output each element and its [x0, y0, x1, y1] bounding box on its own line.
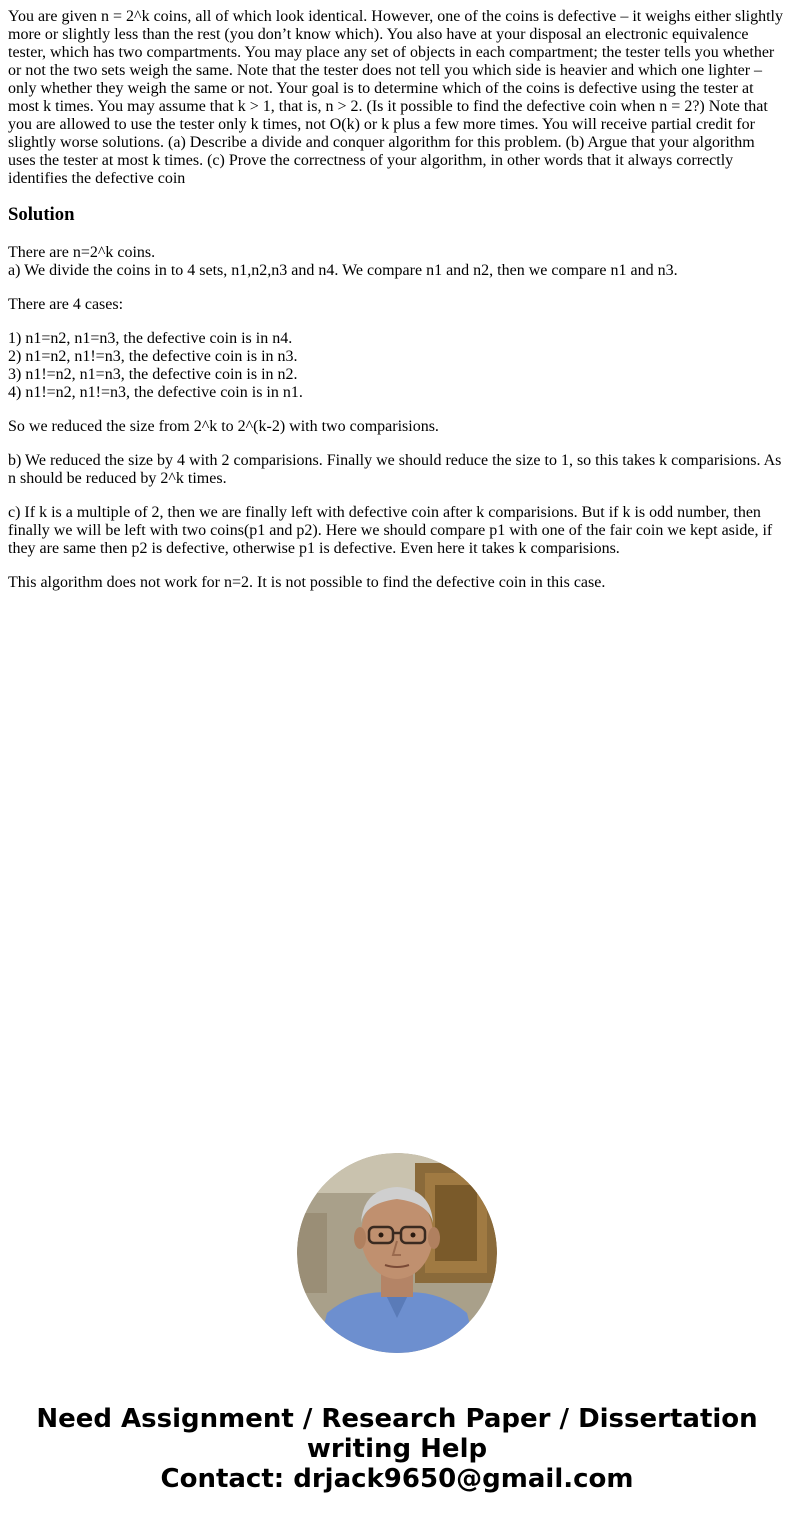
cases-heading: There are 4 cases: [8, 296, 124, 313]
case-item: 1) n1=n2, n1=n3, the defective coin is in n4. [8, 330, 293, 347]
cases-list [8, 330, 786, 402]
banner-line-1: Need Assignment / Research Paper / Dissertation [36, 1404, 758, 1434]
author-avatar [297, 1153, 497, 1353]
part-b-text: b) We reduced the size by 4 with 2 comparisions. Finally we should reduce the size to 1, so this takes k comparisions. As n should be reduced by 2^k times. [8, 452, 782, 487]
conclusion-text: This algorithm does not work for n=2. It is not possible to find the defective coin in this case. [8, 574, 606, 591]
banner-line-2: writing Help [306, 1434, 488, 1464]
intro-line-2: a) We divide the coins in to 4 sets, n1,n2,n3 and n4. We compare n1 and n2, then we compare n1 and n3. [8, 262, 678, 279]
question-text: You are given n = 2^k coins, all of which look identical. However, one of the coins is defective – it weighs either slightly more or slightly less than the rest (you don’t know which). You also have at your disposal an electronic equivalence tester, which has two compartments. You may place any set of objects in each compartment; the tester tells you whether or not the two sets weigh the same. Note that the tester does not tell you which side is heavier and which one lighter – only whether they weigh the same or not. Your goal is to determine which of the coins is defective using the tester at most k times. You may assume that k > 1, that is, n > 2. (Is it possible to find the defective coin when n = 2?) Note that you are allowed to use the tester only k times, not O(k) or k plus a few more times. You will receive partial credit for slightly worse solutions. (a) Describe a divide and conquer algorithm for this problem. (b) Argue that your algorithm uses the tester at most k times. (c) Prove the correctness of your algorithm, in other words that it always correctly identifies the defective coin [8, 8, 783, 187]
document-body [8, 8, 786, 608]
contact-banner [0, 1404, 794, 1494]
solution-intro [8, 244, 786, 280]
case-item: 2) n1=n2, n1!=n3, the defective coin is in n3. [8, 348, 298, 365]
case-item: 4) n1!=n2, n1!=n3, the defective coin is in n1. [8, 384, 303, 401]
intro-line-1: There are n=2^k coins. [8, 244, 156, 261]
part-c-text: c) If k is a multiple of 2, then we are finally left with defective coin after k comparisions. But if k is odd number, then finally we will be left with two coins(p1 and p2). Here we should compare p1 with one of the fair coin we kept aside, if they are same then p2 is defective, otherwise p1 is defective. Even here it takes k comparisions. [8, 504, 773, 557]
solution-heading: Solution [8, 204, 75, 225]
banner-line-3: Contact: drjack9650@gmail.com [160, 1464, 634, 1494]
reduction-text: So we reduced the size from 2^k to 2^(k-2) with two comparisions. [8, 418, 439, 435]
avatar-portrait [297, 1153, 497, 1353]
case-item: 3) n1!=n2, n1=n3, the defective coin is in n2. [8, 366, 298, 383]
